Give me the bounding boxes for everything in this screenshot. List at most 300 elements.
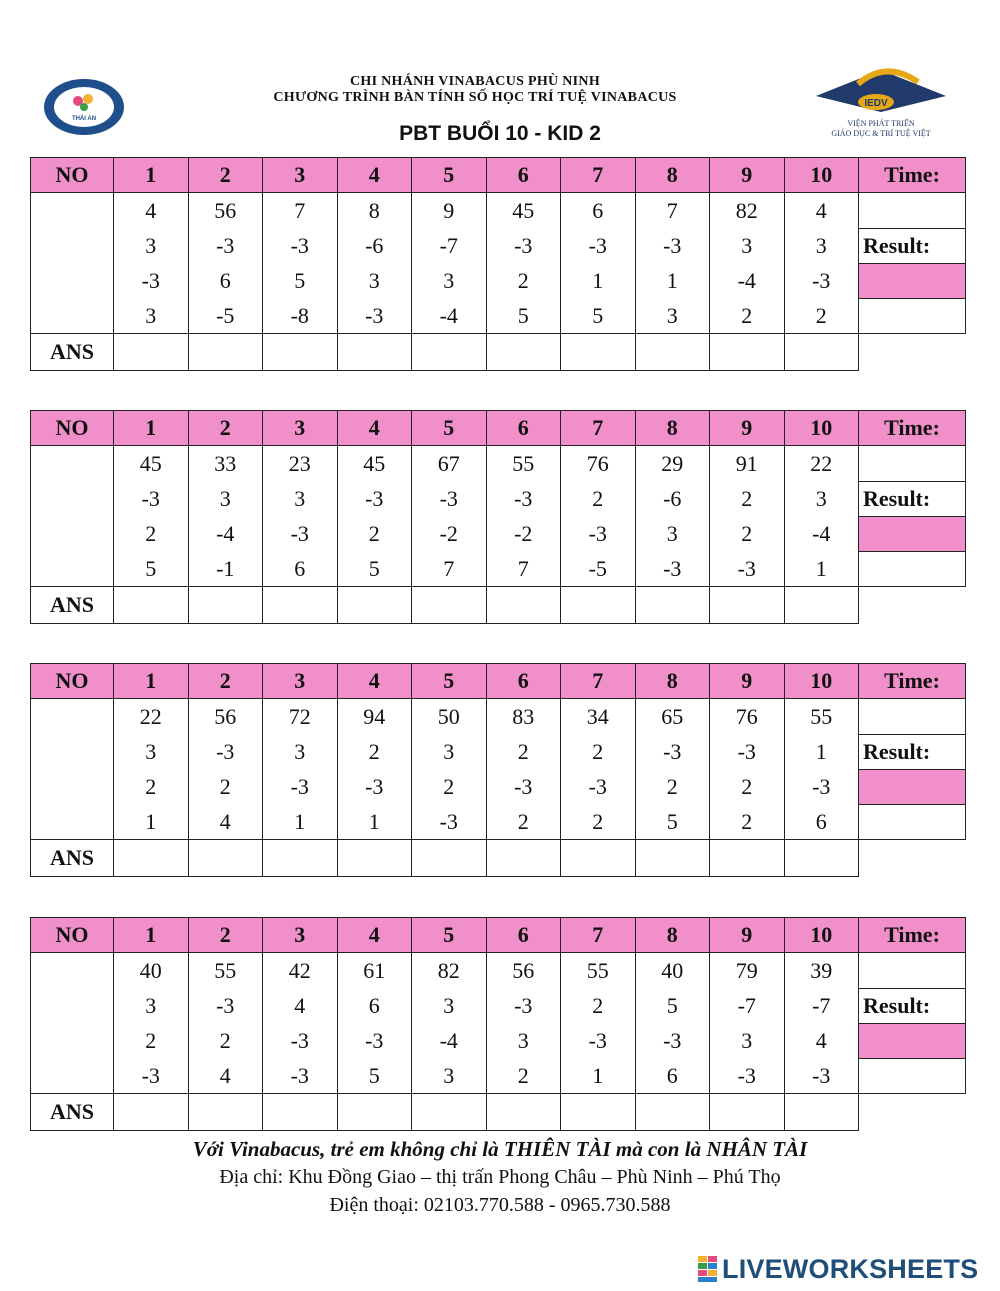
number-cell: 3 — [784, 481, 859, 516]
answer-input[interactable] — [114, 336, 192, 370]
number-cell: -4 — [412, 298, 487, 334]
ans-side-blank — [859, 840, 966, 877]
number-row — [31, 1023, 966, 1058]
answer-cell[interactable] — [114, 587, 189, 624]
number-cell: 65 — [635, 699, 710, 735]
answer-input[interactable] — [412, 589, 490, 623]
number-row — [31, 953, 966, 989]
column-header-3: 3 — [263, 158, 338, 193]
column-header-1: 1 — [114, 918, 189, 953]
number-cell: 2 — [486, 1058, 561, 1094]
number-cell: -3 — [337, 1023, 412, 1058]
number-cell: -3 — [486, 228, 561, 263]
column-header-6: 6 — [486, 158, 561, 193]
number-cell: 6 — [337, 988, 412, 1023]
number-cell: -3 — [710, 1058, 785, 1094]
side-blank — [859, 551, 966, 587]
ans-label: ANS — [31, 334, 114, 371]
answer-cell[interactable] — [635, 1094, 710, 1131]
number-cell: 76 — [561, 446, 636, 482]
answer-input[interactable] — [487, 336, 565, 370]
number-cell: 45 — [486, 193, 561, 229]
number-row — [31, 228, 966, 263]
number-cell: 2 — [710, 298, 785, 334]
number-row — [31, 263, 966, 298]
answer-cell[interactable] — [412, 840, 487, 877]
logo-right-caption2: GIÁO DỤC & TRÍ TUỆ VIỆT — [831, 129, 931, 138]
number-cell: -3 — [337, 481, 412, 516]
footer-address: Địa chỉ: Khu Đồng Giao – thị trấn Phong Châu – Phù Ninh – Phú Thọ — [219, 1166, 781, 1188]
answer-input[interactable] — [263, 842, 341, 876]
time-label: Time: — [859, 664, 966, 699]
answer-cell[interactable] — [263, 840, 338, 877]
answer-input[interactable] — [189, 1096, 267, 1130]
answer-input[interactable] — [263, 1096, 341, 1130]
number-cell: 3 — [412, 734, 487, 769]
column-header-2: 2 — [188, 664, 263, 699]
number-cell: -3 — [188, 734, 263, 769]
number-cell: 61 — [337, 953, 412, 989]
column-header-9: 9 — [710, 158, 785, 193]
column-header-6: 6 — [486, 664, 561, 699]
answer-cell[interactable] — [263, 587, 338, 624]
column-header-6: 6 — [486, 918, 561, 953]
number-cell: 2 — [114, 769, 189, 804]
no-column-blank — [31, 953, 114, 1094]
answer-cell[interactable] — [412, 587, 487, 624]
number-cell: -3 — [784, 263, 859, 298]
number-row — [31, 769, 966, 804]
footer-phone: Điện thoại: 02103.770.588 - 0965.730.588 — [329, 1194, 671, 1216]
number-cell: 6 — [635, 1058, 710, 1094]
number-cell: 2 — [114, 516, 189, 551]
answer-cell[interactable] — [486, 587, 561, 624]
number-cell: 6 — [188, 263, 263, 298]
number-cell: -3 — [263, 1058, 338, 1094]
answer-input[interactable] — [412, 842, 490, 876]
number-cell: 3 — [114, 734, 189, 769]
number-cell: 67 — [412, 446, 487, 482]
column-header-9: 9 — [710, 918, 785, 953]
number-cell: 82 — [412, 953, 487, 989]
answer-cell[interactable] — [784, 1094, 859, 1131]
answer-cell[interactable] — [561, 334, 636, 371]
answer-input[interactable] — [710, 336, 788, 370]
number-cell: 1 — [784, 551, 859, 587]
number-row — [31, 516, 966, 551]
answer-input[interactable] — [710, 589, 788, 623]
column-header-4: 4 — [337, 918, 412, 953]
result-box[interactable] — [859, 516, 966, 551]
answer-input[interactable] — [338, 842, 416, 876]
number-cell: 1 — [635, 263, 710, 298]
number-cell: 56 — [188, 699, 263, 735]
number-cell: 4 — [188, 804, 263, 840]
column-header-8: 8 — [635, 158, 710, 193]
answer-input[interactable] — [487, 1096, 565, 1130]
problem-table-3 — [30, 663, 966, 877]
number-cell: -3 — [635, 228, 710, 263]
column-header-1: 1 — [114, 664, 189, 699]
branch-title: CHI NHÁNH VINABACUS PHÙ NINH — [349, 74, 601, 89]
answer-cell[interactable] — [114, 334, 189, 371]
number-row — [31, 804, 966, 840]
number-cell: -6 — [635, 481, 710, 516]
number-cell: -3 — [784, 1058, 859, 1094]
number-cell: -3 — [412, 481, 487, 516]
logo-left-text: THÁI AN — [71, 116, 97, 122]
number-cell: 6 — [784, 804, 859, 840]
number-cell: 2 — [114, 1023, 189, 1058]
number-cell: 3 — [412, 1058, 487, 1094]
column-header-8: 8 — [635, 411, 710, 446]
answer-cell[interactable] — [263, 334, 338, 371]
time-input-box[interactable] — [859, 953, 966, 989]
answer-input[interactable] — [114, 842, 192, 876]
answer-input[interactable] — [263, 589, 341, 623]
column-header-1: 1 — [114, 411, 189, 446]
answer-cell[interactable] — [188, 587, 263, 624]
number-cell: -3 — [486, 988, 561, 1023]
number-cell: 4 — [263, 988, 338, 1023]
answer-input[interactable] — [785, 589, 863, 623]
result-box[interactable] — [859, 263, 966, 298]
answer-input[interactable] — [114, 1096, 192, 1130]
number-cell: 5 — [635, 804, 710, 840]
number-cell: -6 — [337, 228, 412, 263]
answer-input[interactable] — [338, 1096, 416, 1130]
number-cell: -3 — [114, 1058, 189, 1094]
answer-input[interactable] — [785, 1096, 863, 1130]
answer-cell[interactable] — [635, 840, 710, 877]
answer-cell[interactable] — [635, 587, 710, 624]
number-cell: -2 — [486, 516, 561, 551]
number-cell: -3 — [263, 228, 338, 263]
number-cell: 2 — [561, 804, 636, 840]
answer-cell[interactable] — [710, 587, 785, 624]
answer-input[interactable] — [487, 589, 565, 623]
number-row — [31, 446, 966, 482]
number-cell: 5 — [114, 551, 189, 587]
result-box[interactable] — [859, 1023, 966, 1058]
column-header-3: 3 — [263, 411, 338, 446]
result-box[interactable] — [859, 769, 966, 804]
number-cell: 2 — [635, 769, 710, 804]
number-cell: -3 — [114, 263, 189, 298]
number-cell: 3 — [263, 481, 338, 516]
column-header-10: 10 — [784, 664, 859, 699]
number-cell: -3 — [337, 769, 412, 804]
number-cell: 2 — [561, 481, 636, 516]
answer-cell[interactable] — [561, 587, 636, 624]
column-header-2: 2 — [188, 411, 263, 446]
time-input-box[interactable] — [859, 446, 966, 482]
number-cell: -3 — [635, 551, 710, 587]
number-cell: 2 — [710, 804, 785, 840]
number-cell: 1 — [561, 1058, 636, 1094]
column-header-7: 7 — [561, 411, 636, 446]
number-cell: -4 — [412, 1023, 487, 1058]
answer-input[interactable] — [561, 336, 639, 370]
time-label: Time: — [859, 411, 966, 446]
number-cell: 39 — [784, 953, 859, 989]
answer-cell[interactable] — [486, 1094, 561, 1131]
number-cell: 4 — [114, 193, 189, 229]
number-cell: -3 — [188, 988, 263, 1023]
number-cell: -8 — [263, 298, 338, 334]
ans-label: ANS — [31, 840, 114, 877]
number-cell: 40 — [114, 953, 189, 989]
answer-cell[interactable] — [710, 1094, 785, 1131]
answer-input[interactable] — [636, 589, 714, 623]
answer-cell[interactable] — [263, 1094, 338, 1131]
column-header-5: 5 — [412, 411, 487, 446]
answer-cell[interactable] — [114, 840, 189, 877]
result-label: Result: — [859, 228, 966, 263]
column-header-7: 7 — [561, 918, 636, 953]
number-cell: -3 — [337, 298, 412, 334]
number-cell: 8 — [337, 193, 412, 229]
number-cell: 2 — [486, 804, 561, 840]
number-cell: -3 — [412, 804, 487, 840]
number-cell: 94 — [337, 699, 412, 735]
answer-input[interactable] — [412, 1096, 490, 1130]
number-cell: -7 — [710, 988, 785, 1023]
result-label: Result: — [859, 481, 966, 516]
answer-cell[interactable] — [114, 1094, 189, 1131]
column-header-4: 4 — [337, 158, 412, 193]
answer-input[interactable] — [636, 1096, 714, 1130]
answer-input[interactable] — [338, 589, 416, 623]
answer-cell[interactable] — [561, 840, 636, 877]
result-label: Result: — [859, 734, 966, 769]
number-cell: 50 — [412, 699, 487, 735]
no-column-blank — [31, 446, 114, 587]
answer-cell[interactable] — [486, 334, 561, 371]
number-cell: -4 — [188, 516, 263, 551]
side-blank — [859, 804, 966, 840]
number-cell: 2 — [337, 734, 412, 769]
answer-input[interactable] — [561, 1096, 639, 1130]
number-cell: 7 — [412, 551, 487, 587]
answer-input[interactable] — [114, 589, 192, 623]
column-header-2: 2 — [188, 918, 263, 953]
number-cell: -1 — [188, 551, 263, 587]
answer-cell[interactable] — [710, 334, 785, 371]
column-header-1: 1 — [114, 158, 189, 193]
column-header-9: 9 — [710, 664, 785, 699]
answer-input[interactable] — [710, 1096, 788, 1130]
time-label: Time: — [859, 918, 966, 953]
thai-an-logo-icon — [42, 77, 126, 137]
number-cell: 3 — [114, 988, 189, 1023]
no-column-blank — [31, 193, 114, 334]
number-cell: 3 — [486, 1023, 561, 1058]
answer-cell[interactable] — [188, 334, 263, 371]
number-cell: 2 — [188, 769, 263, 804]
ans-label: ANS — [31, 1094, 114, 1131]
answer-input[interactable] — [561, 589, 639, 623]
answer-cell[interactable] — [784, 587, 859, 624]
number-cell: 1 — [114, 804, 189, 840]
number-cell: 2 — [710, 769, 785, 804]
number-cell: 40 — [635, 953, 710, 989]
answer-input[interactable] — [263, 336, 341, 370]
answer-cell[interactable] — [188, 1094, 263, 1131]
number-cell: 6 — [263, 551, 338, 587]
column-header-9: 9 — [710, 411, 785, 446]
number-cell: 5 — [561, 298, 636, 334]
ans-side-blank — [859, 587, 966, 624]
answer-cell[interactable] — [337, 587, 412, 624]
number-cell: 2 — [710, 516, 785, 551]
number-cell: 4 — [188, 1058, 263, 1094]
number-cell: -3 — [263, 1023, 338, 1058]
number-cell: 1 — [337, 804, 412, 840]
side-blank — [859, 1058, 966, 1094]
column-header-4: 4 — [337, 664, 412, 699]
number-cell: -2 — [412, 516, 487, 551]
number-cell: -3 — [486, 769, 561, 804]
number-cell: 5 — [635, 988, 710, 1023]
number-cell: 3 — [114, 228, 189, 263]
answer-cell[interactable] — [561, 1094, 636, 1131]
number-cell: 2 — [486, 263, 561, 298]
column-header-10: 10 — [784, 411, 859, 446]
answer-input[interactable] — [636, 842, 714, 876]
number-cell: 5 — [263, 263, 338, 298]
column-header-6: 6 — [486, 411, 561, 446]
number-cell: 2 — [412, 769, 487, 804]
column-header-5: 5 — [412, 918, 487, 953]
number-cell: -3 — [188, 228, 263, 263]
answer-cell[interactable] — [337, 840, 412, 877]
number-cell: 55 — [486, 446, 561, 482]
answer-cell[interactable] — [188, 840, 263, 877]
number-cell: -5 — [561, 551, 636, 587]
number-cell: -3 — [486, 481, 561, 516]
no-header: NO — [31, 158, 114, 193]
answer-cell[interactable] — [784, 334, 859, 371]
number-row — [31, 988, 966, 1023]
footer-slogan: Với Vinabacus, trẻ em không chỉ là THIÊN TÀI mà con là NHÂN TÀI — [192, 1137, 808, 1161]
answer-cell[interactable] — [784, 840, 859, 877]
number-cell: 56 — [188, 193, 263, 229]
number-cell: 3 — [784, 228, 859, 263]
number-cell: 6 — [561, 193, 636, 229]
number-cell: -3 — [114, 481, 189, 516]
number-cell: 3 — [412, 988, 487, 1023]
number-row — [31, 193, 966, 229]
number-cell: -3 — [561, 769, 636, 804]
number-cell: 82 — [710, 193, 785, 229]
answer-input[interactable] — [338, 336, 416, 370]
iedv-logo-icon — [806, 60, 956, 144]
number-cell: -3 — [263, 769, 338, 804]
no-header: NO — [31, 664, 114, 699]
number-cell: 23 — [263, 446, 338, 482]
answer-input[interactable] — [189, 842, 267, 876]
number-cell: -4 — [710, 263, 785, 298]
number-cell: 2 — [561, 988, 636, 1023]
number-cell: 83 — [486, 699, 561, 735]
number-cell: 7 — [486, 551, 561, 587]
number-cell: 33 — [188, 446, 263, 482]
number-cell: -3 — [784, 769, 859, 804]
answer-input[interactable] — [189, 336, 267, 370]
problem-table-4 — [30, 917, 966, 1131]
number-cell: 4 — [784, 193, 859, 229]
number-cell: -3 — [710, 551, 785, 587]
number-row — [31, 734, 966, 769]
number-cell: 3 — [337, 263, 412, 298]
answer-input[interactable] — [785, 842, 863, 876]
number-row — [31, 699, 966, 735]
no-header: NO — [31, 411, 114, 446]
time-input-box[interactable] — [859, 193, 966, 229]
ans-side-blank — [859, 334, 966, 371]
number-cell: 34 — [561, 699, 636, 735]
number-cell: 1 — [784, 734, 859, 769]
answer-cell[interactable] — [337, 1094, 412, 1131]
number-cell: 1 — [561, 263, 636, 298]
number-cell: 3 — [412, 263, 487, 298]
number-cell: 9 — [412, 193, 487, 229]
no-column-blank — [31, 699, 114, 840]
problem-table-1 — [30, 157, 966, 371]
number-cell: 79 — [710, 953, 785, 989]
time-label: Time: — [859, 158, 966, 193]
number-cell: 2 — [188, 1023, 263, 1058]
column-header-3: 3 — [263, 664, 338, 699]
side-blank — [859, 298, 966, 334]
result-label: Result: — [859, 988, 966, 1023]
answer-cell[interactable] — [710, 840, 785, 877]
answer-cell[interactable] — [337, 334, 412, 371]
number-cell: 55 — [561, 953, 636, 989]
number-cell: 76 — [710, 699, 785, 735]
answer-input[interactable] — [189, 589, 267, 623]
program-title: CHƯƠNG TRÌNH BÀN TÍNH SỐ HỌC TRÍ TUỆ VINABACUS — [273, 90, 677, 105]
answer-cell[interactable] — [486, 840, 561, 877]
answer-input[interactable] — [785, 336, 863, 370]
column-header-10: 10 — [784, 918, 859, 953]
liveworksheets-brand: LIVEWORKSHEETS — [722, 1254, 979, 1284]
number-cell: 1 — [263, 804, 338, 840]
answer-input[interactable] — [487, 842, 565, 876]
number-cell: 7 — [263, 193, 338, 229]
answer-cell[interactable] — [412, 1094, 487, 1131]
number-cell: 29 — [635, 446, 710, 482]
answer-cell[interactable] — [412, 334, 487, 371]
answer-input[interactable] — [561, 842, 639, 876]
number-cell: -5 — [188, 298, 263, 334]
number-cell: 3 — [635, 516, 710, 551]
answer-input[interactable] — [412, 336, 490, 370]
time-input-box[interactable] — [859, 699, 966, 735]
column-header-3: 3 — [263, 918, 338, 953]
answer-input[interactable] — [710, 842, 788, 876]
number-row — [31, 1058, 966, 1094]
sheet-title: PBT BUỔI 10 - KID 2 — [399, 122, 601, 145]
logo-right-text: IEDV — [864, 98, 888, 109]
number-cell: 55 — [784, 699, 859, 735]
number-cell: -3 — [263, 516, 338, 551]
number-cell: 22 — [784, 446, 859, 482]
number-cell: 3 — [635, 298, 710, 334]
answer-cell[interactable] — [635, 334, 710, 371]
answer-input[interactable] — [636, 336, 714, 370]
